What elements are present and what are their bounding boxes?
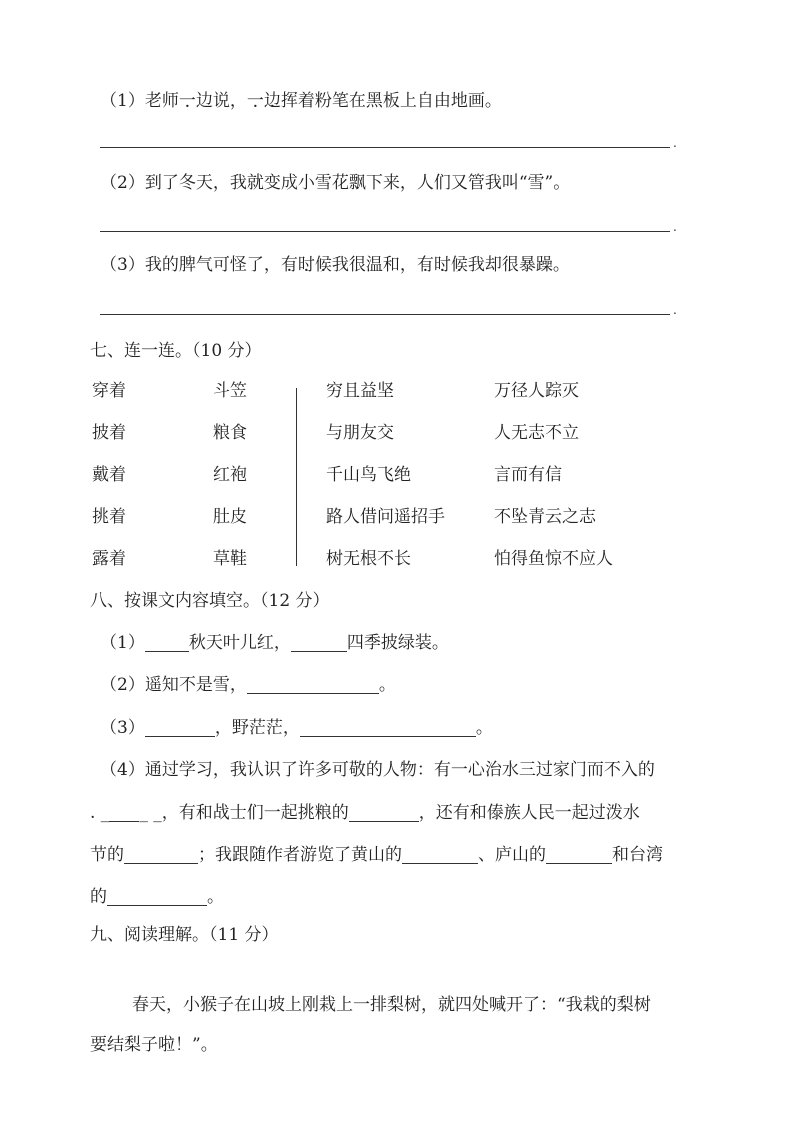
match-right-word[interactable]: 草鞋 — [213, 549, 247, 569]
q8-4-text-2c: ，有和战士们一起挑粮的 — [161, 803, 349, 823]
q6-1-text-b: 边说， — [195, 91, 247, 111]
q6-3-emph-4: 有 — [416, 255, 434, 275]
q8-3 — [100, 713, 493, 738]
reading-paragraph-line-2: 要结梨子啦！”。 — [90, 1035, 218, 1055]
section7-heading: 七、连一连。（10 分） — [90, 341, 262, 361]
q8-4-text-2a: . _ — [90, 803, 110, 823]
match-right-word[interactable]: 红袍 — [213, 465, 247, 485]
match-right-word[interactable]: 斗笠 — [213, 381, 247, 401]
q8-3-num: （3） — [100, 718, 145, 738]
q8-4-text-4b: 。 — [207, 887, 224, 907]
q8-3-text-a: ，野茫茫， — [214, 718, 300, 738]
match-left-word[interactable]: 露着 — [92, 549, 126, 569]
q8-4-line-4 — [90, 882, 224, 907]
line-end-dot-1: . — [673, 136, 677, 150]
q8-4-line-3 — [90, 840, 663, 865]
q8-4-text-4a: 的 — [90, 887, 107, 907]
q6-1-text-a: 老师 — [144, 91, 179, 111]
blank-input[interactable] — [124, 845, 198, 864]
q8-1-text-a: 秋天叶儿红， — [188, 633, 291, 653]
match-phrase-right[interactable]: 万径人踪灭 — [494, 381, 579, 401]
reading-paragraph-line-1: 春天，小猴子在山坡上刚栽上一排梨树，就四处喊开了：“我栽的梨树 — [132, 995, 651, 1015]
q6-1 — [100, 86, 502, 111]
line-end-dot-2: . — [673, 220, 677, 234]
q8-4-line-1 — [100, 755, 655, 780]
blank-input[interactable] — [546, 845, 612, 864]
q6-3-emph-2: 时 — [297, 255, 315, 275]
blank-input[interactable] — [291, 633, 347, 652]
q6-3-text-a: 我的脾气可怪了， — [144, 255, 281, 275]
match-phrase-left[interactable]: 树无根不长 — [326, 549, 411, 569]
match-right-word[interactable]: 肚皮 — [213, 507, 247, 527]
q6-1-text-c: 挥着粉笔在黑板上自由地画。 — [280, 91, 502, 111]
q6-1-emph-a: 一 — [178, 91, 196, 111]
q8-4-text-3a: 节的 — [90, 845, 124, 865]
q8-2 — [100, 670, 396, 695]
section8-heading: 八、按课文内容填空。（12 分） — [90, 591, 330, 611]
q6-3-emph-5: 时 — [433, 255, 451, 275]
q8-3-text-b: 。 — [475, 718, 493, 738]
answer-line-2[interactable] — [100, 231, 670, 232]
divider-line — [296, 388, 297, 566]
q8-4-line-2 — [90, 798, 640, 823]
q6-1-emph-b: 一 — [246, 91, 264, 111]
q8-4-text-3c: 、庐山的 — [478, 845, 546, 865]
q8-2-num: （2） — [100, 675, 145, 695]
q8-4-text-3b: ；我跟随作者游览了黄山的 — [198, 845, 402, 865]
answer-line-3[interactable] — [100, 314, 670, 315]
blank-input[interactable] — [300, 718, 476, 737]
q6-1-emph-c: 边 — [263, 91, 281, 111]
blank-input[interactable] — [349, 803, 419, 822]
match-phrase-right[interactable]: 人无志不立 — [494, 423, 579, 443]
q8-2-text-a: 遥知不是雪， — [144, 675, 247, 695]
q8-4-num: （4） — [100, 760, 145, 780]
q8-1-num: （1） — [100, 633, 145, 653]
q6-3-emph-6: 候 — [450, 255, 468, 275]
q6-2-emph: 飘 — [348, 173, 366, 193]
q8-1-text-b: 四季披绿装。 — [346, 633, 449, 653]
q6-3-emph-1: 有 — [280, 255, 298, 275]
q6-2-text-b: 下来，人们又管我叫“雪”。 — [365, 173, 571, 193]
blank-input[interactable] — [145, 718, 215, 737]
q6-3-text-c: 我却很暴躁。 — [467, 255, 570, 275]
q6-2 — [100, 168, 570, 193]
match-left-word[interactable]: 披着 — [92, 423, 126, 443]
q6-3-text-b: 我很温和， — [331, 255, 417, 275]
blank-input[interactable] — [109, 803, 139, 822]
q6-3-emph-3: 候 — [314, 255, 332, 275]
q8-4-text-2b: _ _ — [139, 803, 162, 823]
blank-input[interactable] — [145, 633, 189, 652]
answer-line-1[interactable] — [100, 147, 670, 148]
match-phrase-left[interactable]: 穷且益坚 — [326, 381, 394, 401]
match-left-word[interactable]: 戴着 — [92, 465, 126, 485]
q6-3 — [100, 250, 570, 275]
section9-heading: 九、阅读理解。（11 分） — [90, 925, 279, 945]
line-end-dot-3: . — [673, 303, 677, 317]
blank-input[interactable] — [247, 675, 379, 694]
match-phrase-left[interactable]: 与朋友交 — [326, 423, 394, 443]
q8-4-text-2d: ，还有和傣族人民一起过泼水 — [418, 803, 640, 823]
q6-2-num: （2） — [100, 173, 145, 193]
match-phrase-right[interactable]: 怕得鱼惊不应人 — [494, 549, 613, 569]
q8-4-text-1: 通过学习，我认识了许多可敬的人物：有一心治水三过家门而不入的 — [144, 760, 655, 780]
blank-input[interactable] — [402, 845, 478, 864]
q6-2-text-a: 到了冬天，我就变成小雪花 — [144, 173, 349, 193]
match-phrase-right[interactable]: 不坠青云之志 — [494, 507, 596, 527]
blank-input[interactable] — [107, 887, 207, 906]
q6-3-num: （3） — [100, 255, 145, 275]
match-right-word[interactable]: 粮食 — [213, 423, 247, 443]
q6-1-num: （1） — [100, 91, 145, 111]
match-phrase-right[interactable]: 言而有信 — [494, 465, 562, 485]
match-left-word[interactable]: 穿着 — [92, 381, 126, 401]
match-phrase-left[interactable]: 千山鸟飞绝 — [326, 465, 411, 485]
q8-2-text-b: 。 — [378, 675, 396, 695]
q8-1 — [100, 628, 449, 653]
match-left-word[interactable]: 挑着 — [92, 507, 126, 527]
q8-4-text-3d: 和台湾 — [612, 845, 663, 865]
match-phrase-left[interactable]: 路人借问遥招手 — [326, 507, 445, 527]
